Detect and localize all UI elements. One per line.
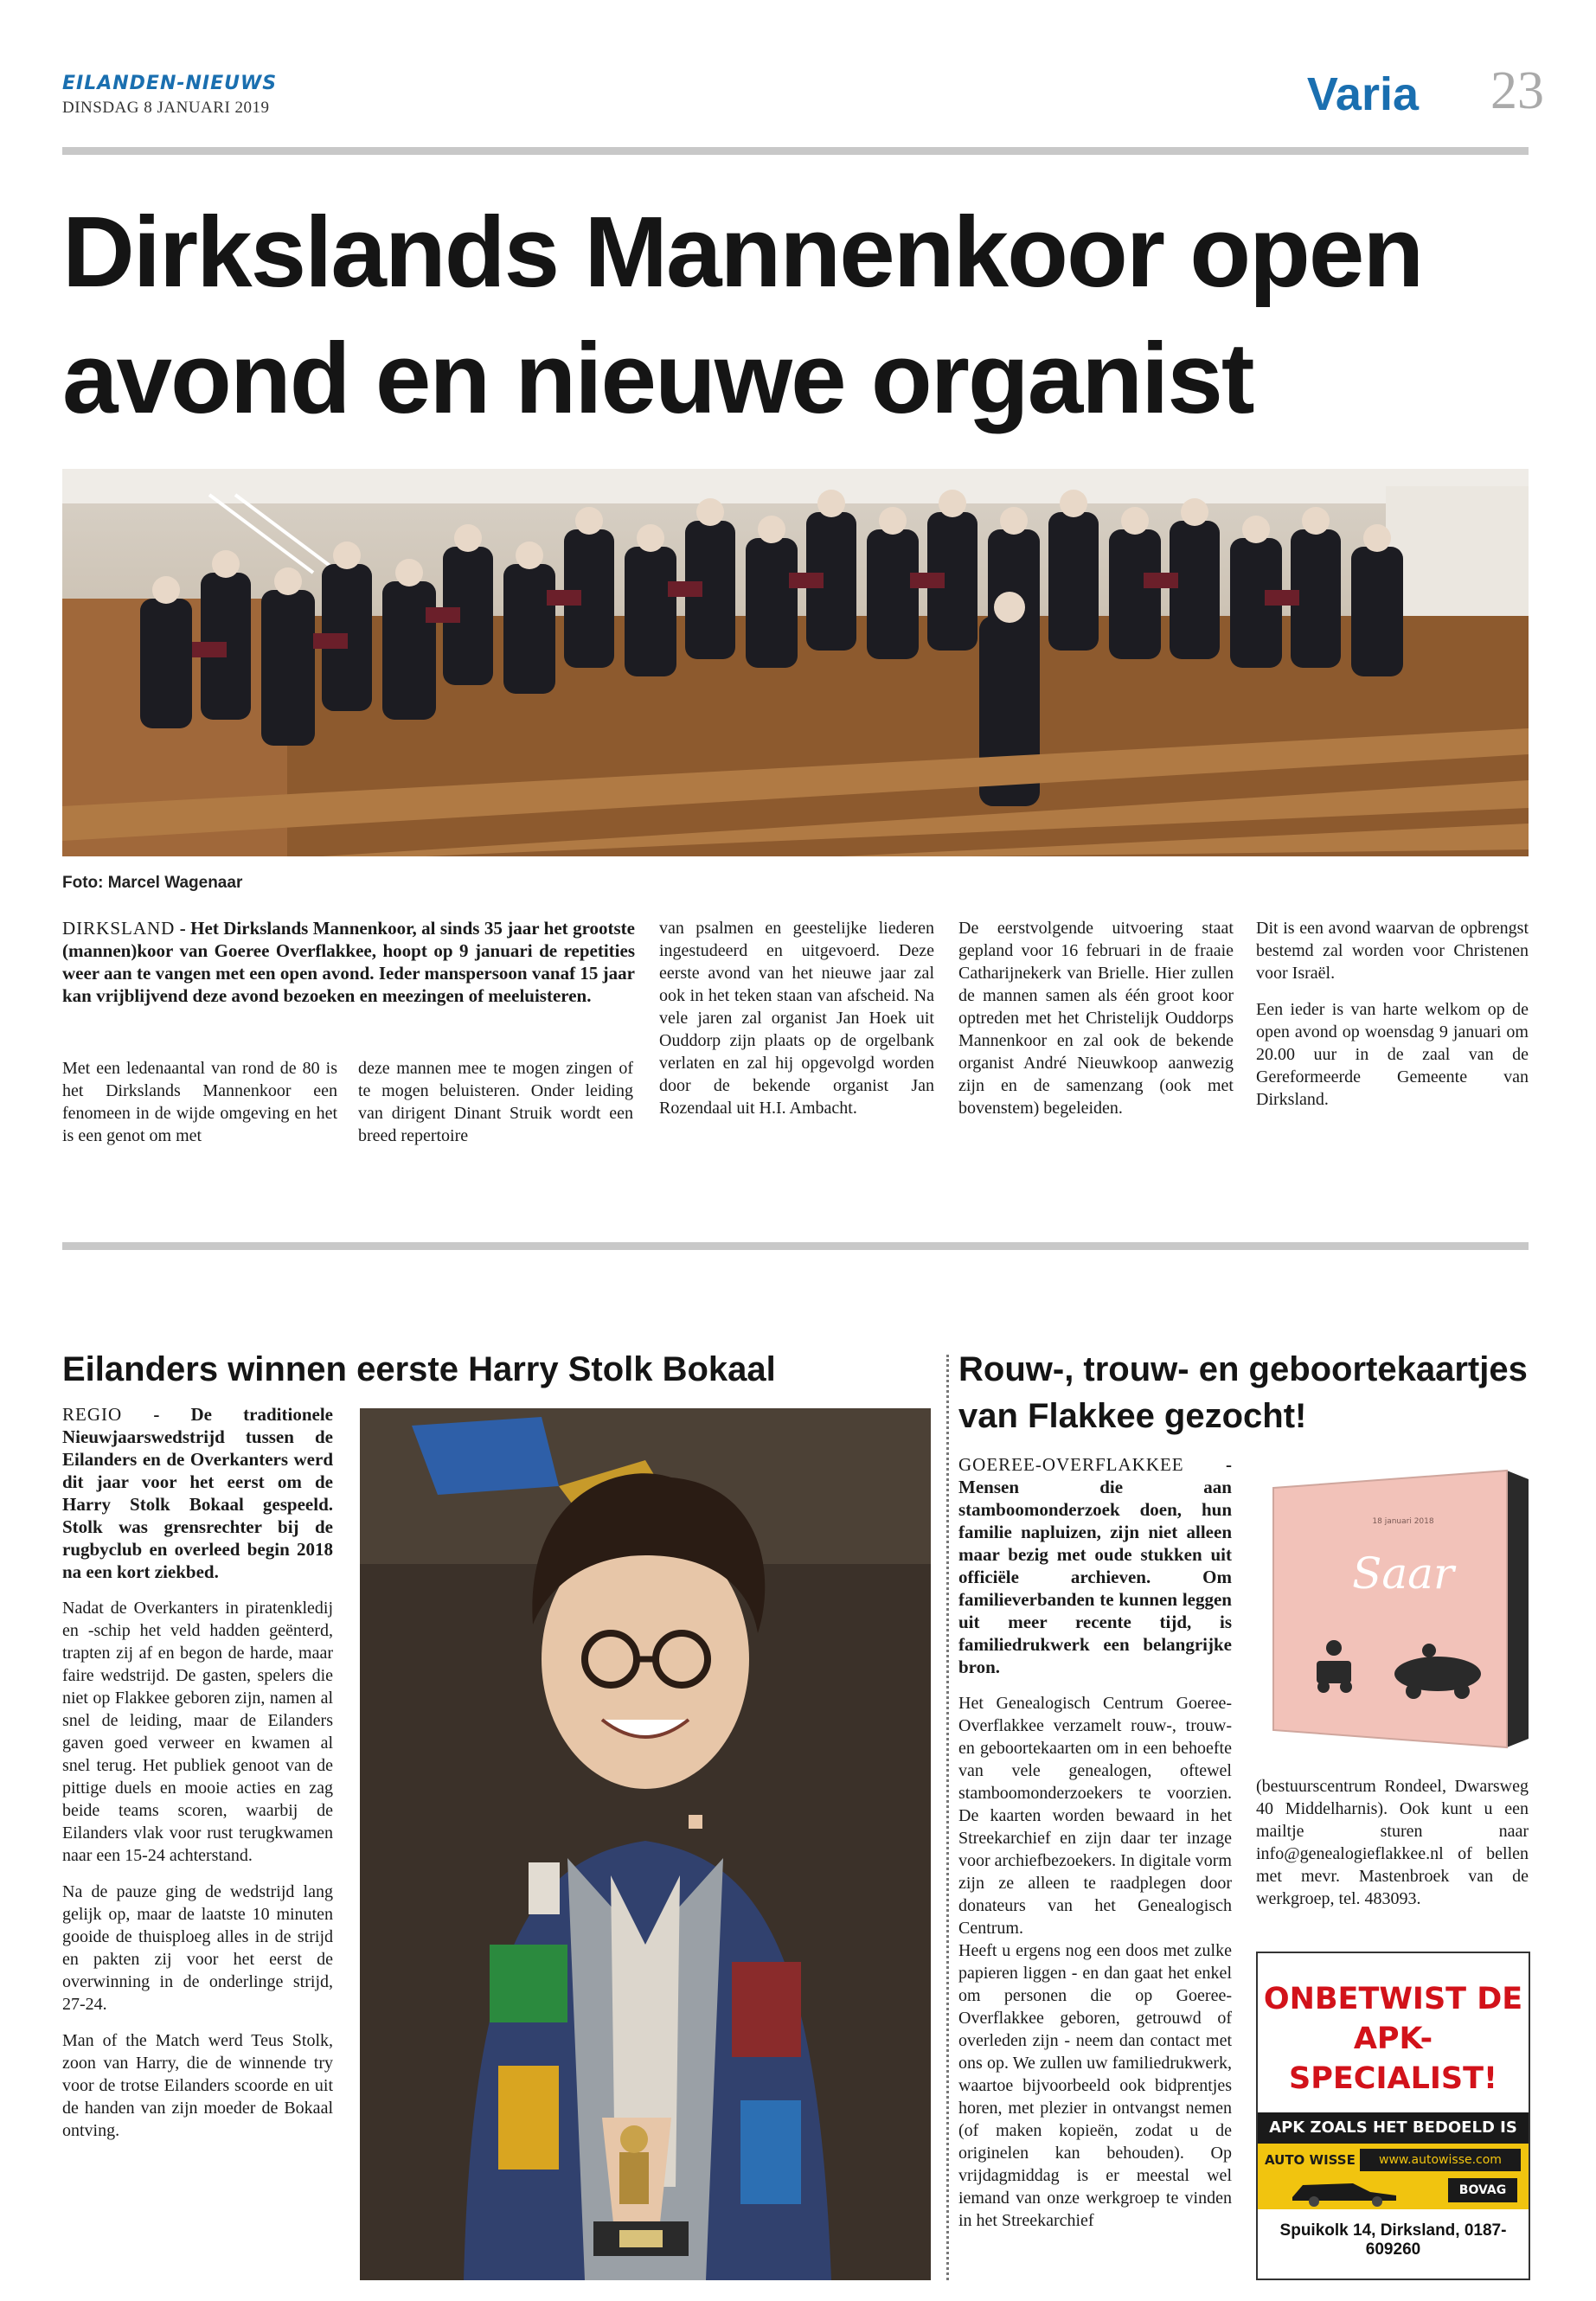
article2-lead [62, 1403, 333, 1583]
page-number: 23 [1490, 61, 1544, 120]
ad-company: AUTO WISSE [1265, 2152, 1356, 2168]
article1-col3: van psalmen en geestelijke liederen ingestudeerd en uitgevoerd. Deze eerste avond van het nieuwe jaar zal ook in het teken staan van afscheid. Na vele jaren zal organist Jan Hoek uit Ouddorp zijn plaats op de orgelbank verlaten en zal hij opgevolgd worden door de bekende organist Jan Rozendaal uit H.I. Ambacht. [659, 919, 934, 1118]
article3-p3: (bestuurscentrum Rondeel, Dwarsweg 40 Middelharnis). Ook kunt u een mailtje sturen naar info@genealogieflakkee.nl of bellen met mevr. Mastenbroek van de werkgroep, tel. 483093. [1256, 1777, 1529, 1908]
ad-address: Spuikolk 14, Dirksland, 0187-609260 [1279, 2221, 1507, 2259]
ad-slogan: APK ZOALS HET BEDOELD IS [1258, 2112, 1529, 2144]
article2-p3: Man of the Match werd Teus Stolk, zoon van Harry, die de winnende try voor de trotse Eilanders scoorde en uit de handen van zijn moeder de Bokaal ontving. [62, 2031, 333, 2140]
article3-lead-text: - Mensen die aan stamboomonderzoek doen, hun familie napluizen, zijn niet alleen maar bezig met oude stukken uit officiële archieven. Om familieverbanden te kunnen leggen uit meer recente tijd, is familiedrukwerk een belangrijke bron. [958, 1454, 1232, 1677]
card-name-text: Saar [1352, 1548, 1454, 1599]
article3-lead [958, 1453, 1232, 1678]
article3-headline [958, 1346, 1529, 1439]
issue-date: DINSDAG 8 JANUARI 2019 [62, 99, 270, 117]
article1-headline-line2: avond en nieuwe organist [62, 322, 1253, 434]
header-rule [62, 147, 1529, 155]
article1-lead [62, 917, 635, 1007]
article1-col2: deze mannen mee te mogen zingen of te mogen beluisteren. Onder leiding van dirigent Dinant Struik wordt een breed repertoire [358, 1059, 633, 1145]
article3-headline-line2: van Flakkee gezocht! [958, 1397, 1307, 1435]
article1-lead-text: - Het Dirkslands Mannenkoor, al sinds 35 jaar het grootste (mannen)koor van Goeree Overflakkee, hoopt op 9 januari de repetities weer aan te vangen met een open avond. Ieder manspersoon vanaf 15 jaar kan vrijblijvend deze avond bezoeken en meezingen of meeluisteren. [62, 918, 635, 1006]
article3-p1: Het Genealogisch Centrum Goeree-Overflakkee verzamelt rouw-, trouw- en geboortekaarten om in een behoefte van vele genealogen, oftewel stamboomonderzoekers te voorzien. De kaarten worden bewaard in het Streekarchief en zijn daar ter inzage voor archiefbezoekers. In digitale vorm zijn ze alleen te raadplegen door donateurs van het Genealogisch Centrum. [958, 1694, 1232, 1938]
rugby-player-photo [360, 1408, 931, 2280]
article1-col4: De eerstvolgende uitvoering staat gepland voor 16 februari in de fraaie Catharijnekerk van Brielle. Hier zullen de mannen samen als één groot koor optreden met het Christelijk Ouddorps Mannenkoor en zal ook de bekende organist André Nieuwkoop aanwezig zijn en de samenzang (ook met bovenstem) begeleiden. [958, 919, 1234, 1118]
ad-brand-bar [1258, 2144, 1529, 2209]
section-title: Varia [1306, 68, 1419, 120]
photo-caption: Foto: Marcel Wagenaar [62, 874, 243, 892]
apk-advertisement[interactable] [1256, 1952, 1530, 2280]
choir-photo [62, 469, 1529, 856]
article1-headline [62, 189, 1533, 441]
ad-website[interactable]: www.autowisse.com [1360, 2149, 1521, 2171]
section-rule [62, 1242, 1529, 1250]
car-icon [1284, 2173, 1405, 2208]
article2-p2: Na de pauze ging de wedstrijd lang gelijk op, maar de laatste 10 minuten gooide de thuisploeg alles in de strijd en pakten zij voor het eerst de overwinning in de onderlinge strijd, 27-24. [62, 1882, 333, 2014]
bovag-badge: BOVAG [1448, 2178, 1517, 2202]
article2-body [62, 1403, 333, 2142]
article1-col1: Met een ledenaantal van rond de 80 is het Dirkslands Mannenkoor een fenomeen in de wijde omgeving en het is een genot om met [62, 1059, 337, 1145]
article1-col5-p1: Dit is een avond waarvan de opbrengst bestemd zal worden voor Christenen voor Israël. [1256, 919, 1529, 983]
birth-card-image [1256, 1453, 1529, 1765]
article3-dateline: GOEREE-OVERFLAKKEE [958, 1454, 1184, 1475]
article1-headline-line1: Dirkslands Mannenkoor open [62, 195, 1423, 308]
article1-col5-p2: Een ieder is van harte welkom op de open avond op woensdag 9 januari om 20.00 uur in de zaal van de Gereformeerde Gemeente van Dirksland. [1256, 1000, 1529, 1109]
ad-title-line2: APK-SPECIALIST! [1289, 2022, 1497, 2096]
article2-dateline: REGIO [62, 1404, 123, 1425]
article3-body [958, 1453, 1232, 2232]
choir-photo-image [62, 469, 1529, 856]
article2-lead-text: - De traditionele Nieuwjaarswedstrijd tussen de Eilanders en de Overkanters werd dit jaar voor het eerst om de Harry Stolk Bokaal gespeeld. Stolk was grensrechter bij de rugbyclub en overleed begin 2018 na een kort ziekbed. [62, 1404, 333, 1582]
article3-headline-line1: Rouw-, trouw- en geboortekaartjes [958, 1350, 1528, 1388]
article1-dateline: DIRKSLAND [62, 918, 176, 939]
ad-title-line1: ONBETWIST DE [1263, 1982, 1523, 2016]
article3-p2: Heeft u ergens nog een doos met zulke papieren liggen - en dan gaat het enkel om personen die op Goeree-Overflakkee geboren, getrouwd of overleden zijn - neem dan contact met ons op. We zullen uw familiedrukwerk, waartoe bijvoorbeeld ook bidprentjes horen, met plezier in ontvangst nemen (of maken kopieën, zodat u de originelen kan behouden). Op vrijdagmiddag is er meestal wel iemand van onze werkgroep te vinden in het Streekarchief [958, 1941, 1232, 2230]
article1-col5 [1256, 917, 1529, 1111]
card-date-text: 18 januari 2018 [1372, 1517, 1434, 1526]
article2-p1: Nadat de Overkanters in piratenkledij en -schip het veld hadden geënterd, trapten zij af en begon de harde, maar faire wedstrijd. De gasten, spelers die niet op Flakkee geboren zijn, namen al snel de leiding, maar de Eilanders gaven goed verweer en kwamen al snel terug. Het publiek genoot van de pittige duels en mooie acties en zag beide teams scoren, waarbij de Eilanders vlak voor rust terugkwamen naar een 15-24 achterstand. [62, 1599, 333, 1865]
newspaper-logo: EILANDEN-NIEUWS [62, 73, 278, 94]
article2-headline: Eilanders winnen eerste Harry Stolk Bokaal [62, 1350, 776, 1388]
rugby-player-image [360, 1408, 931, 2280]
birth-card-photo [1256, 1453, 1529, 1765]
column-divider [946, 1355, 949, 2280]
